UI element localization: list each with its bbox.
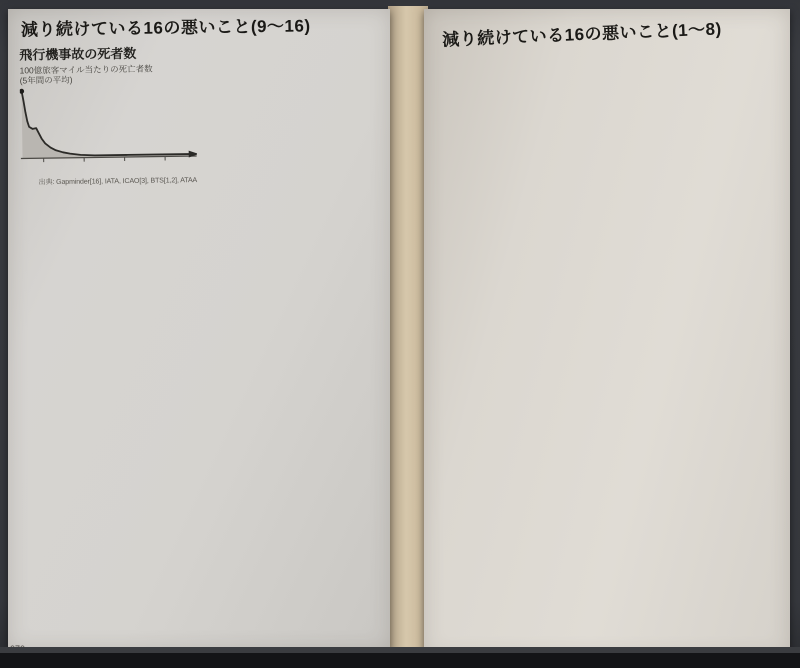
chart-source: 出典: Gapminder[16], IATA, ICAO[3], BTS[1,2], ATAA (38, 176, 198, 187)
left-page-title: 減り続けている16の悪いこと(9〜16) (20, 16, 311, 40)
right-page-content (424, 9, 790, 59)
chart-subtitle: 100億旅客マイル当たりの死亡者数 (5年間の平均) (19, 63, 153, 86)
chart-x-axis-ticks (21, 162, 197, 176)
left-page-column-2 (205, 43, 383, 194)
chart-canvas (20, 86, 197, 164)
data-point-marker (20, 89, 24, 94)
photo-frame-bottom (0, 653, 800, 668)
left-page-column-1 (19, 46, 197, 197)
page-gutter (388, 6, 428, 658)
chart-title: 飛行機事故の死者数 (19, 45, 137, 63)
right-page-column-1 (441, 52, 608, 59)
chart-plot (20, 86, 197, 164)
right-page-column-2 (618, 45, 785, 52)
left-page (8, 9, 390, 650)
area-fill (22, 89, 197, 159)
right-page-title: 減り続けている16の悪いこと(1〜8) (441, 19, 723, 50)
right-page (424, 9, 790, 656)
left-page-content (8, 9, 390, 197)
chart-airplane-deaths (19, 46, 197, 197)
trend-line (22, 89, 197, 157)
left-page-columns (19, 43, 383, 197)
